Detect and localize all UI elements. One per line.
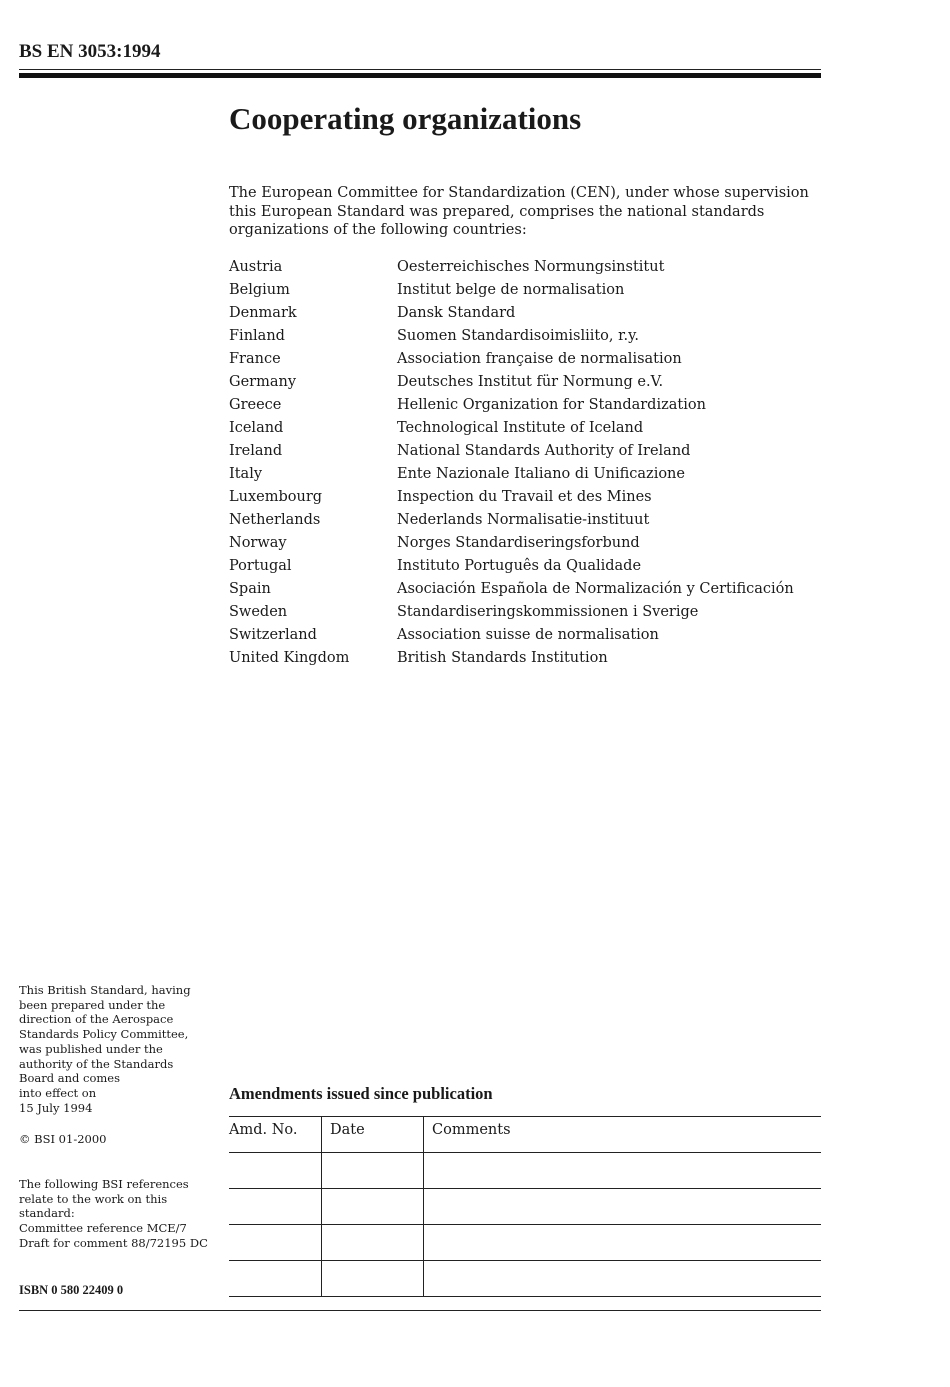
organization-name: Hellenic Organization for Standardization [397,397,706,413]
amendment-cell [229,1225,322,1261]
organization-name: Association suisse de normalisation [397,627,659,643]
organization-row [229,280,794,303]
copyright-notice: © BSI 01-2000 [19,1132,107,1146]
reference-line: Committee reference MCE/7 [19,1221,187,1236]
organization-name: Inspection du Travail et des Mines [397,489,652,505]
organization-name: Standardiseringskommissionen i Sverige [397,604,699,620]
organization-row [229,556,794,579]
amendment-cell [424,1189,822,1225]
country-name: Greece [229,397,282,413]
country-name: Belgium [229,282,290,298]
notice-line: Board and comes [19,1071,121,1086]
intro-paragraph: The European Committee for Standardization (CEN), under whose supervision this European Standard was prepared, comprises the national standards organizations of the following countries: [229,185,809,238]
organization-name: Ente Nazionale Italiano di Unificazione [397,466,685,482]
organization-row [229,533,794,556]
organization-row [229,372,794,395]
country-name: Switzerland [229,627,317,643]
organization-name: Asociación Española de Normalización y Certificación [397,581,794,597]
organization-row [229,326,794,349]
country-name: Portugal [229,558,292,574]
organization-row [229,579,794,602]
organization-row [229,648,794,671]
amendment-cell [322,1225,424,1261]
notice-line: authority of the Standards [19,1056,174,1071]
amendments-header-row [229,1117,821,1153]
amendment-row [229,1261,821,1297]
country-name: Denmark [229,305,297,321]
amendment-cell [229,1261,322,1297]
organization-row [229,303,794,326]
amendment-cell [424,1225,822,1261]
notice-line: 15 July 1994 [19,1100,93,1115]
organization-name: Association française de normalisation [397,351,682,367]
isbn: ISBN 0 580 22409 0 [19,1283,124,1297]
country-name: Germany [229,374,297,390]
country-name: Norway [229,535,287,551]
country-name: Sweden [229,604,288,620]
country-name: United Kingdom [229,650,350,666]
amendments-title: Amendments issued since publication [229,1084,493,1103]
organization-name: Oesterreichisches Normungsinstitut [397,259,665,275]
organization-name: Norges Standardiseringsforbund [397,535,640,551]
organization-name: British Standards Institution [397,650,608,666]
reference-line: The following BSI references [19,1177,189,1191]
organization-name: Technological Institute of Iceland [397,420,644,436]
organization-row [229,510,794,533]
amendment-row [229,1153,821,1189]
header-rule-thin [19,69,821,70]
header-comments: Comments [424,1117,822,1153]
amendments-table [229,1116,821,1297]
notice-line: This British Standard, having [19,983,191,997]
country-name: Luxembourg [229,489,323,505]
organization-name: Instituto Português da Qualidade [397,558,642,574]
organization-row [229,464,794,487]
organization-row [229,418,794,441]
reference-line: Draft for comment 88/72195 DC [19,1235,208,1250]
notice-line: been prepared under the [19,997,166,1012]
organization-name: Suomen Standardisoimisliito, r.y. [397,328,639,344]
amendment-cell [424,1153,822,1189]
organization-row [229,257,794,280]
country-name: Spain [229,581,271,597]
amendment-cell [424,1261,822,1297]
header-date: Date [322,1117,424,1153]
document-id: BS EN 3053:1994 [19,41,161,62]
organization-row [229,349,794,372]
country-name: Italy [229,466,263,482]
amendment-cell [322,1153,424,1189]
country-name: Austria [229,259,283,275]
reference-line: standard: [19,1206,75,1221]
header-rule-thick [19,73,821,78]
reference-line: relate to the work on this [19,1191,168,1206]
amendment-cell [322,1261,424,1297]
page-title: Cooperating organizations [229,101,582,136]
organization-row [229,487,794,510]
amendment-cell [322,1189,424,1225]
country-name: Ireland [229,443,283,459]
organization-name: Dansk Standard [397,305,516,321]
amendment-cell [229,1189,322,1225]
amendment-cell [229,1153,322,1189]
organization-row [229,625,794,648]
organization-name: Institut belge de normalisation [397,282,625,298]
notice-line: direction of the Aerospace [19,1012,174,1027]
bsi-references [19,1177,224,1251]
country-name: Iceland [229,420,284,436]
notice-line: was published under the [19,1041,163,1056]
organization-row [229,602,794,625]
country-name: Finland [229,328,285,344]
organization-name: Deutsches Institut für Normung e.V. [397,374,664,390]
header-amd-no: Amd. No. [229,1117,322,1153]
organization-name: Nederlands Normalisatie-instituut [397,512,650,528]
footer-rule [19,1310,821,1311]
country-name: Netherlands [229,512,321,528]
amendment-row [229,1225,821,1261]
notice-line: Standards Policy Committee, [19,1027,189,1042]
organization-row [229,395,794,418]
country-name: France [229,351,281,367]
organization-row [229,441,794,464]
publication-notice [19,983,214,1115]
amendment-row [229,1189,821,1225]
organization-name: National Standards Authority of Ireland [397,443,691,459]
notice-line: into effect on [19,1085,97,1100]
organizations-list [229,257,794,671]
